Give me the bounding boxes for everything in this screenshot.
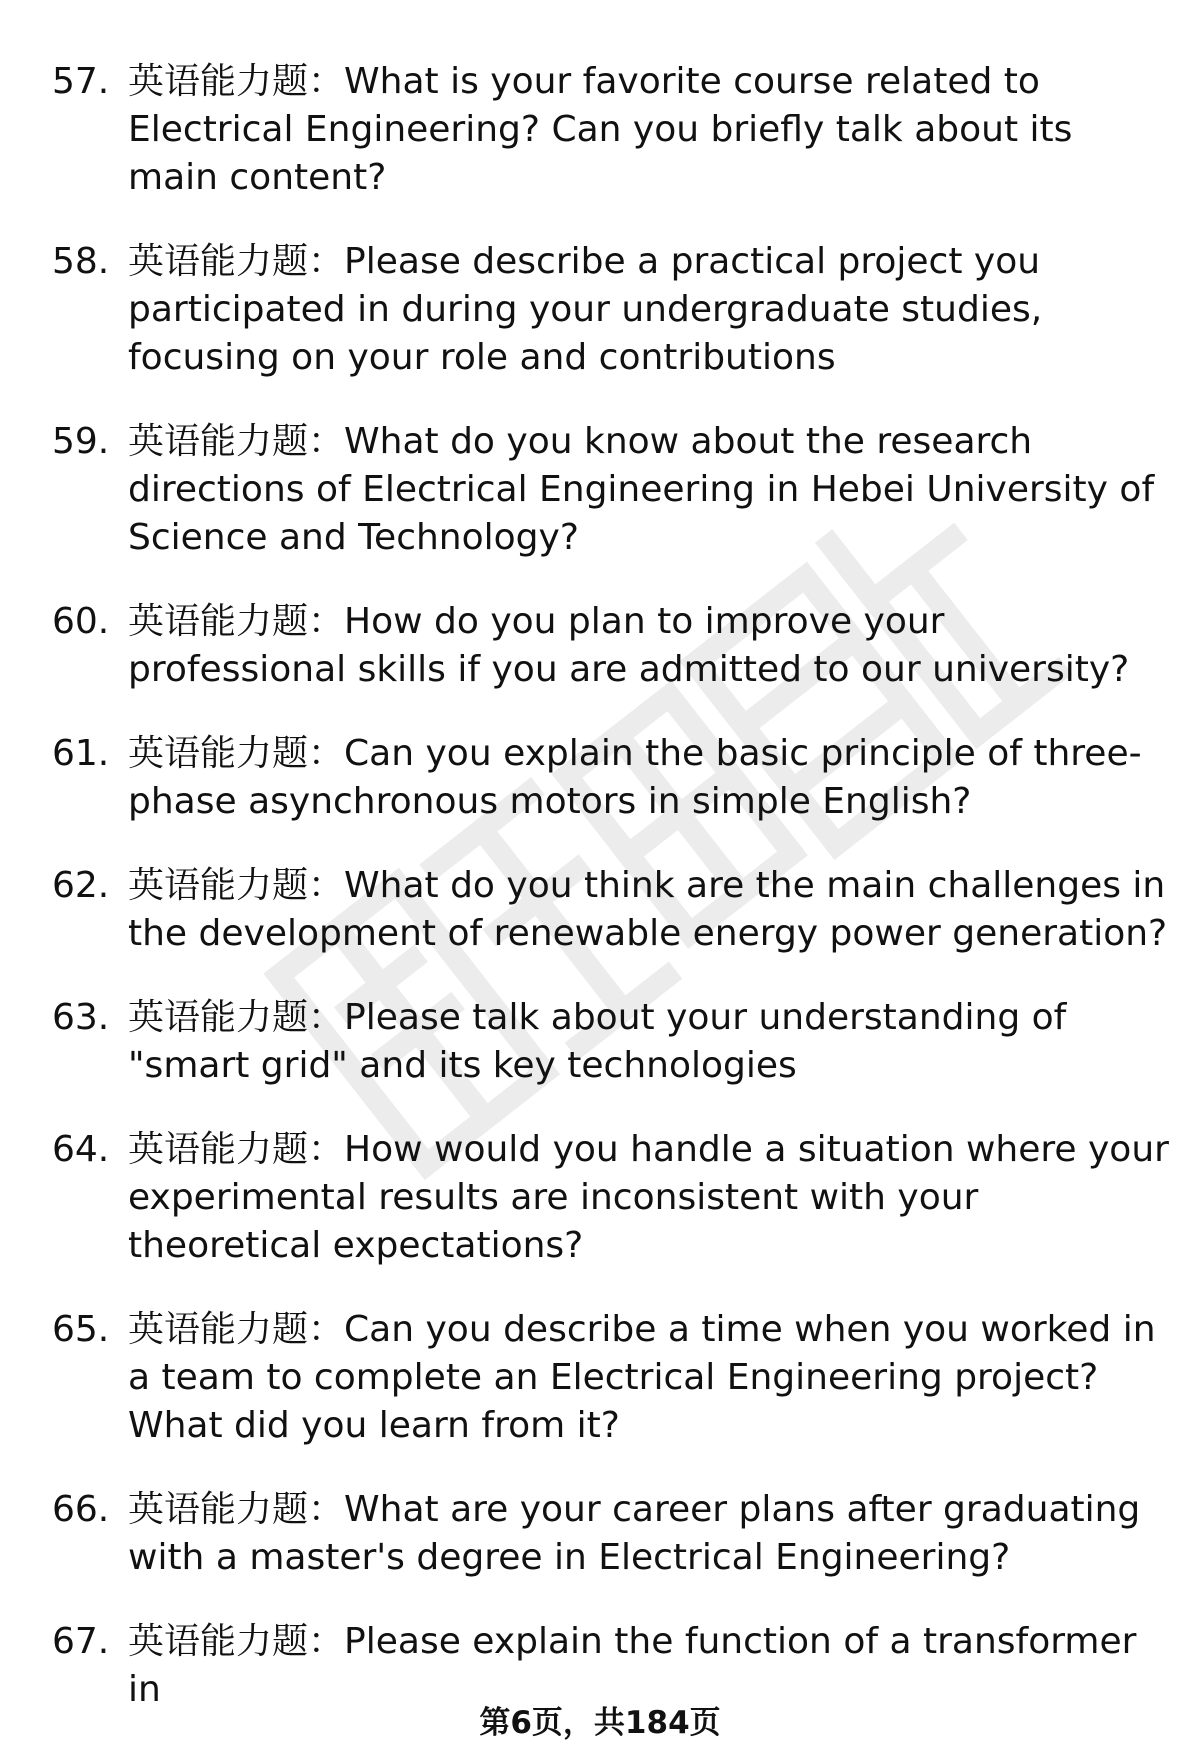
question-text: Please explain the function of a transformer in <box>128 1621 1137 1710</box>
page-footer: 第6页，共184页 <box>479 1705 721 1741</box>
question-separator: ： <box>308 1489 345 1530</box>
question-item <box>0 1306 1200 1450</box>
question-separator: ： <box>308 1129 345 1170</box>
question-text: Can you describe a time when you worked in a team to complete an Electrical Engineering project? What did you learn from it? <box>128 1309 1156 1446</box>
question-item <box>0 1486 1200 1582</box>
question-separator: ： <box>308 421 345 462</box>
question-item <box>0 1618 1200 1714</box>
question-tag: 英语能力题 <box>128 1489 309 1530</box>
question-tag: 英语能力题 <box>128 61 309 102</box>
question-item <box>0 418 1200 562</box>
question-separator: ： <box>308 865 345 906</box>
question-text: What is your favorite course related to Electrical Engineering? Can you briefly talk about its main content? <box>128 61 1073 198</box>
question-item <box>0 238 1200 382</box>
question-tag: 英语能力题 <box>128 1621 309 1662</box>
question-list <box>0 58 1200 1714</box>
question-separator: ： <box>308 601 345 642</box>
question-tag: 英语能力题 <box>128 865 309 906</box>
question-text: What do you know about the research directions of Electrical Engineering in Hebei University of Science and Technology? <box>128 421 1155 558</box>
question-number: 60. <box>52 601 110 642</box>
question-number: 57. <box>52 61 110 102</box>
question-item <box>0 1126 1200 1270</box>
question-number: 61. <box>52 733 110 774</box>
question-tag: 英语能力题 <box>128 601 309 642</box>
question-tag: 英语能力题 <box>128 733 309 774</box>
question-separator: ： <box>308 733 345 774</box>
question-separator: ： <box>308 241 345 282</box>
question-separator: ： <box>308 1309 345 1350</box>
question-number: 58. <box>52 241 110 282</box>
question-number: 63. <box>52 997 110 1038</box>
question-number: 66. <box>52 1489 110 1530</box>
question-text: How would you handle a situation where your experimental results are inconsistent with your theoretical expectations? <box>128 1129 1169 1266</box>
question-number: 65. <box>52 1309 110 1350</box>
question-item <box>0 58 1200 202</box>
question-number: 59. <box>52 421 110 462</box>
question-separator: ： <box>308 997 345 1038</box>
question-separator: ： <box>308 1621 345 1662</box>
question-number: 64. <box>52 1129 110 1170</box>
question-item <box>0 862 1200 958</box>
question-text: Please describe a practical project you participated in during your undergraduate studies, focusing on your role and contributions <box>128 241 1043 378</box>
question-item <box>0 994 1200 1090</box>
question-text: What do you think are the main challenges in the development of renewable energy power generation? <box>128 865 1168 954</box>
question-text: What are your career plans after graduating with a master's degree in Electrical Engineering? <box>128 1489 1141 1578</box>
question-tag: 英语能力题 <box>128 997 309 1038</box>
question-tag: 英语能力题 <box>128 1129 309 1170</box>
question-tag: 英语能力题 <box>128 1309 309 1350</box>
question-tag: 英语能力题 <box>128 421 309 462</box>
question-separator: ： <box>308 61 345 102</box>
question-number: 67. <box>52 1621 110 1662</box>
question-item <box>0 598 1200 694</box>
question-tag: 英语能力题 <box>128 241 309 282</box>
question-text: How do you plan to improve your professional skills if you are admitted to our university? <box>128 601 1130 690</box>
question-text: Please talk about your understanding of "smart grid" and its key technologies <box>128 997 1067 1086</box>
question-item <box>0 730 1200 826</box>
question-number: 62. <box>52 865 110 906</box>
question-text: Can you explain the basic principle of three-phase asynchronous motors in simple English? <box>128 733 1142 822</box>
